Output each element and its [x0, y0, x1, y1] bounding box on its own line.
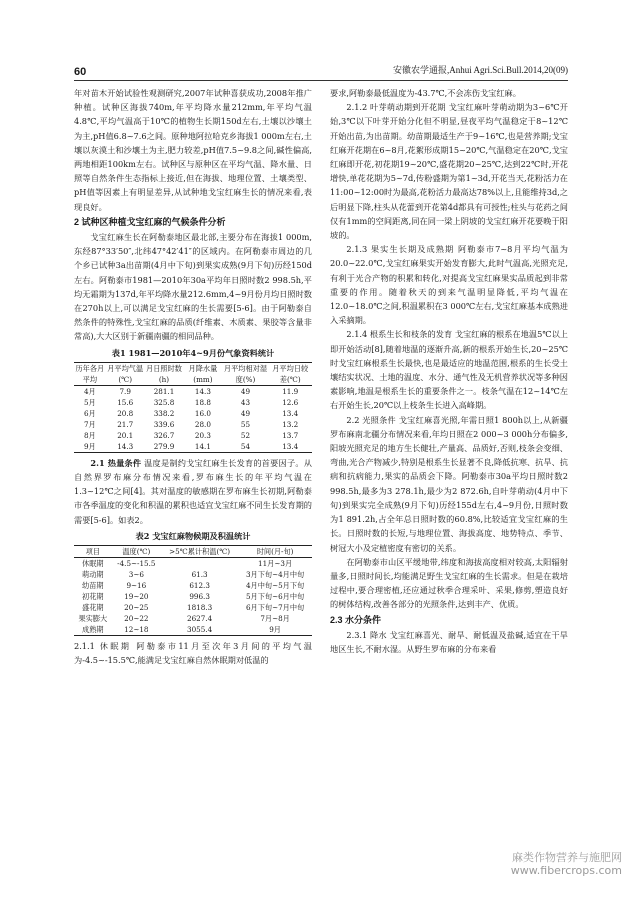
- table-cell: 成熟期: [74, 624, 112, 636]
- table-cell: 281.1: [153, 386, 175, 396]
- table-cell: 326.7: [153, 430, 175, 440]
- site-watermark: [511, 851, 622, 877]
- table-cell: 5月下旬~6月中旬: [245, 592, 305, 602]
- table-cell: 20.8: [117, 408, 134, 418]
- left-column: [74, 86, 312, 667]
- section-2-1-text: 温度是制约戈宝红麻生长发育的首要因子。从自然界罗布麻分布情况来看,罗布麻生长的年平均气温在1.3~12℃之间[4]。其对温度的敏感期在罗布麻生长初期,阿勒泰市各季温度的变化和积温的累积也适宜戈宝红麻不同生长发育期的需要[5-6]。如表2。: [74, 457, 312, 525]
- table-cell: 初花期: [82, 592, 104, 602]
- table-cell: 9月: [74, 441, 106, 453]
- table-cell: 20.3: [194, 430, 211, 440]
- table-cell: [161, 558, 238, 570]
- table-cell: 49: [240, 408, 251, 418]
- table-cell: 20~25: [124, 603, 149, 613]
- table-cell: 18.8: [194, 397, 211, 407]
- continuation-paragraph: 要求,阿勒泰最低温度为-43.7℃,不会冻伤戈宝红麻。: [330, 88, 521, 98]
- table-cell: 13.4: [282, 408, 299, 418]
- table-cell: 28.0: [194, 419, 211, 429]
- table-1-header: 月平均气温(℃): [107, 363, 144, 384]
- table-2: [74, 545, 312, 636]
- table-1-caption: 表1 1981—2010年4~9月份气象资料统计: [111, 347, 275, 358]
- section-2-1-paragraph: [74, 456, 312, 527]
- table-1-header: 月平均日较差(℃): [268, 362, 312, 385]
- watermark-line-1: 麻类作物营养与施肥网: [512, 851, 622, 864]
- table-cell: 3~6: [128, 570, 144, 580]
- table-cell: -4.5~-15.5: [117, 559, 156, 569]
- table-cell: 7.9: [119, 386, 131, 396]
- table-row: [74, 441, 312, 453]
- table-cell: 20~22: [124, 614, 149, 624]
- section-2-2-paragraph: 2.2 光照条件 戈宝红麻喜光照,年需日照1 800h以上,从新疆罗布麻南北疆分布情况来看,年均日照在2 000~3 000h分布偏多,阳坡光照充足的地方生长健壮,产量高、品质好,否则,枝条会变细、弯曲,光合产物减少,特别是根系生长显著不良,降低抗寒、抗旱、抗病和抗病能力,果实的品质会下降。阿勒泰市30a平均日照时数2 998.5h,最多为3 278.1h,最少为2 872.6h,自叶芽萌动(4月中下旬)到果实完全成熟(9月下旬)历经155d左右,4~9月份,日照时数为1 891.2h,占全年总日照时数的60.8%,比较适宜戈宝红麻的生长。日照时数的长短,与地理位置、海拔高度、地势特点、季节、树冠大小及定植密度有密切的关系。: [330, 414, 568, 553]
- table-2-header: 温度(℃): [112, 546, 161, 558]
- header-rule: [74, 80, 568, 81]
- table-cell: 339.6: [153, 419, 175, 429]
- table-cell: 43: [240, 397, 251, 407]
- table-cell: 4月: [83, 386, 96, 396]
- table-row: [74, 419, 312, 430]
- table-cell: 15.6: [117, 397, 134, 407]
- watermark-line-2: www.fibercrops.com: [510, 864, 622, 877]
- section-2-paragraph: 戈宝红麻生长在阿勒泰地区最北部,主要分布在海拔1 000m,东经87°33′50″,北纬47°42′41″的区域内。在阿勒泰市周边的几个乡已试种3a出苗期(4月中下旬)到果实成熟(9月下旬)历经150d左右。阿勒泰市1981—2010年30a平均年日照时数2 998.5h,平均无霜期为137d,年平均降水量212.6mm,4~9月份月均日照时数在270h以上,可以满足戈宝红麻的生长需要[5-6]。由于阿勒泰自然条件的特殊性,戈宝红麻的品质(纤维素、木质素、果胶等含量非常高),大大区别于新疆南疆的相同品种。: [74, 232, 312, 342]
- section-2-1-3-paragraph: 2.1.3 果实生长期及成熟期 阿勒泰市7~8月平均气温为20.0~22.0℃,戈宝红麻果实开始发育膨大,此时气温高,光照充足,有利于光合产物的积累和转化,对提高戈宝红麻果实品质起到非常重要的作用。随着秋天的到来气温明显降低,平均气温在12.0~18.0℃之间,积温累积在3 000℃左右,戈宝红麻基本成熟进入采摘期。: [330, 244, 568, 326]
- section-2-heading: 2 试种区种植戈宝红麻的气候条件分析: [74, 216, 226, 227]
- table-cell: 14.1: [183, 441, 222, 453]
- section-2-1-4-paragraph: 2.1.4 根系生长和枝条的发育 戈宝红麻的根系在地温5℃以上即开始活动[8],随着地温的逐渐升高,新的根系开始生长,20~25℃时戈宝红麻根系生长最快,也是最适应的地温范围,根系的生长受土壤结实状况、土地的温度、水分、通气性及无机营养状况等多种因素影响,地温是根系生长的重要条件之一。枝条气温在12~14℃左右开始生长,20℃以上枝条生长进入高峰期。: [330, 329, 568, 411]
- table-cell: 11.9: [282, 386, 299, 396]
- table-cell: 7月: [83, 419, 96, 429]
- section-2-3-1-paragraph: 2.3.1 降水 戈宝红麻喜光、耐旱、耐低温及盐碱,适宜在干旱地区生长,不耐水湿。从野生罗布麻的分布来看: [330, 629, 568, 654]
- table-row: [74, 569, 312, 580]
- section-2-2-paragraph-2: 在阿勒泰市山区平缓地带,纬度和海拔高度相对较高,太阳辐射量多,日照时间长,均能满足野生戈宝红麻的生长需求。但是在栽培过程中,要合理密植,还应通过秋季合理采叶、采果,修剪,塑造良好的树体结构,改善各部分的光照条件,达到丰产、优质。: [330, 556, 568, 610]
- table-cell: 5月: [83, 397, 96, 407]
- table-row: [74, 558, 312, 570]
- table-cell: 休眠期: [82, 559, 104, 569]
- table-cell: 996.3: [189, 592, 210, 602]
- table-cell: 幼苗期: [82, 581, 104, 591]
- table-row: [74, 602, 312, 613]
- table-row: [74, 624, 312, 636]
- right-column: [330, 86, 568, 656]
- section-2-1-heading: 2.1 热量条件: [90, 457, 142, 468]
- table-cell: 19~20: [124, 592, 149, 602]
- table-cell: 338.2: [153, 408, 175, 418]
- table-cell: 55: [240, 419, 251, 429]
- table-cell: 9月: [238, 624, 312, 636]
- table-2-caption: 表2 戈宝红麻物候期及积温统计: [135, 530, 251, 541]
- page-number: 60: [74, 66, 87, 78]
- section-2-1-2-paragraph: 2.1.2 叶芽萌动期到开花期 戈宝红麻叶芽萌动期为3~6℃开始,3℃以下叶芽开始分化但不明显,昼夜平均气温稳定于8~12℃开始出苗,为出苗期。幼苗期最适生产于9~16℃,也是营养期;戈宝红麻开花期在6~8月,花絮形成期15~20℃,气温稳定在20℃,戈宝红麻即开花,初花期19~20℃,盛花期20~25℃,达到22℃时,开花增快,单花花期为5~7d,传粉盛期为第1~3d,开花当天,花粉活力在11:00~12:00时为最高,花粉活力最高达78%以上,且能维持3d,之后明显下降,柱头从花蕾到开花第4d都具有可授性;柱头与花药之间仅有1mm的空间距离,同在同一梁上阴坡的戈宝红麻开花要晚于阳坡的。: [330, 102, 568, 241]
- table-cell: 21.7: [117, 419, 134, 429]
- table-cell: 52: [240, 430, 251, 440]
- table-2-header: 项目: [74, 546, 112, 558]
- section-2-3-heading: 2.3 水分条件: [330, 614, 382, 625]
- table-cell: 4月中旬~5月下旬: [245, 581, 305, 591]
- section-2-1-1-paragraph: 2.1.1 休眠期 阿勒泰市11月至次年3月间的平均气温为-4.5~-15.5℃,能满足戈宝红麻自然休眠期对低温的: [74, 641, 312, 666]
- table-cell: 20.1: [117, 430, 134, 440]
- table-cell: 8月: [83, 430, 96, 440]
- table-cell: 13.2: [282, 419, 299, 429]
- table-cell: 14.3: [106, 441, 145, 453]
- table-cell: 61.3: [191, 570, 208, 580]
- table-1-header: 月日照时数(h): [146, 363, 182, 384]
- table-2-header-row: [74, 546, 312, 558]
- table-cell: 果实膨大: [78, 614, 108, 624]
- table-row: [74, 430, 312, 441]
- table-cell: 9~16: [126, 581, 147, 591]
- table-cell: 7月~8月: [260, 614, 290, 624]
- journal-header: 安徽农学通报,Anhui Agri.Sci.Bull.2014,20(09): [393, 65, 568, 75]
- table-cell: 盛花期: [82, 603, 104, 613]
- intro-paragraph: 年对苗木开始试验性观测研究,2007年试种喜获成功,2008年推广种植。试种区海拔740m,年平均降水量212mm,年平均气温4.8℃,平均气温高于10℃的植物生长期150d左右,土壤以沙壤土为主,pH值6.8~7.6之间。原种地阿拉哈克乡海拔1 000m左右,土壤以灰漠土和沙壤土为主,肥力较差,pH值7.5~9.8之间,碱性偏高,两地相距100km左右。试种区与原种区在平均气温、降水量、日照等自然条件生态指标上接近,但在海拔、地理位置、土壤类型、pH值等因素上有明显差异,从试种地戈宝红麻生长的情况来看,表现良好。: [74, 88, 312, 212]
- table-cell: 16.0: [194, 408, 211, 418]
- table-cell: 6月: [83, 408, 96, 418]
- table-cell: 14.3: [194, 386, 211, 396]
- table-row: [74, 397, 312, 408]
- table-2-header: >5℃累计积温(℃): [161, 546, 238, 558]
- table-cell: 13.4: [268, 441, 312, 453]
- table-cell: 54: [223, 441, 269, 453]
- table-cell: 1818.3: [187, 603, 213, 613]
- table-cell: 612.3: [189, 581, 210, 591]
- table-row: [74, 408, 312, 419]
- table-cell: 325.8: [153, 397, 175, 407]
- table-2-header: 时间(月-旬): [238, 546, 312, 558]
- table-cell: 3055.4: [161, 624, 238, 636]
- table-cell: 12~18: [112, 624, 161, 636]
- table-row: [74, 613, 312, 624]
- table-1-header: 历年各月平均: [75, 363, 105, 384]
- table-1-header: 月平均相对湿度(%): [223, 363, 268, 384]
- table-cell: 2627.4: [187, 614, 213, 624]
- table-cell: 12.6: [282, 397, 299, 407]
- table-cell: 6月下旬~7月中旬: [245, 603, 305, 613]
- table-row: [74, 385, 312, 397]
- table-cell: 11月~3月: [258, 559, 293, 569]
- table-1-header-row: [74, 362, 312, 385]
- table-cell: 13.7: [282, 430, 299, 440]
- table-cell: 49: [240, 386, 251, 396]
- table-row: [74, 580, 312, 591]
- table-cell: 萌动期: [82, 570, 104, 580]
- table-row: [74, 591, 312, 602]
- table-cell: 279.9: [145, 441, 184, 453]
- table-cell: 3月下旬~4月中旬: [245, 570, 305, 580]
- table-1: [74, 362, 312, 453]
- table-1-header: 月降水量(mm): [183, 362, 222, 385]
